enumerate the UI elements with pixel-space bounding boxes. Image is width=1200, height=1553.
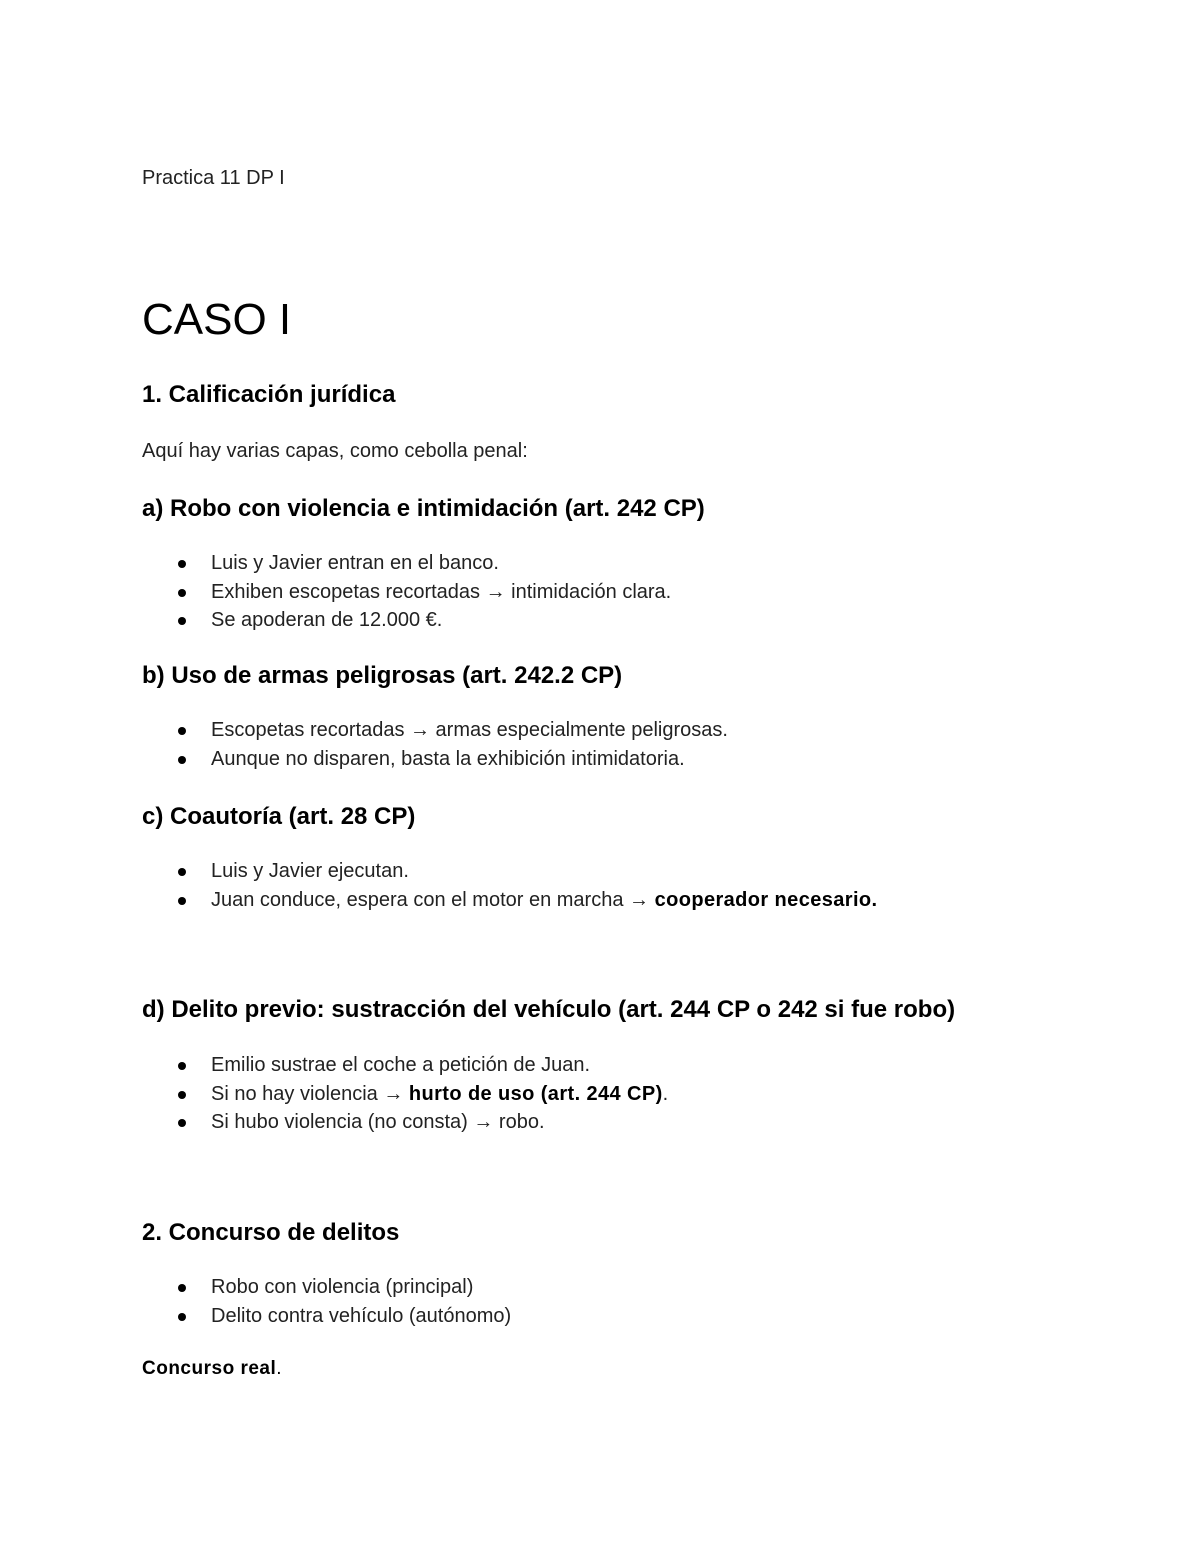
subsection-b-heading: b) Uso de armas peligrosas (art. 242.2 CP) (142, 662, 623, 689)
bullet-icon (178, 1119, 186, 1127)
subsection-d-heading: d) Delito previo: sustracción del vehículo (art. 244 CP o 242 si fue robo) (142, 996, 956, 1023)
bullet-icon (178, 727, 186, 735)
list-item: Juan conduce, espera con el motor en marcha → cooperador necesario. (142, 887, 878, 916)
bullet-icon (178, 1313, 186, 1321)
conclusion: Concurso real. (142, 1358, 283, 1379)
subsection-a-list (142, 550, 671, 636)
subsection-d-list (142, 1052, 668, 1138)
bullet-icon (178, 617, 186, 625)
case-title: CASO I (142, 295, 292, 344)
list-item: Luis y Javier ejecutan. (142, 858, 878, 887)
section1-heading: 1. Calificación jurídica (142, 381, 396, 408)
list-item: Escopetas recortadas → armas especialmente peligrosas. (142, 717, 728, 746)
list-item: Aunque no disparen, basta la exhibición intimidatoria. (142, 746, 728, 775)
document-title: Practica 11 DP I (142, 167, 285, 189)
bullet-icon (178, 868, 186, 876)
bullet-icon (178, 897, 186, 905)
bullet-icon (178, 1284, 186, 1292)
subsection-c-heading: c) Coautoría (art. 28 CP) (142, 803, 416, 830)
list-item: Delito contra vehículo (autónomo) (142, 1303, 511, 1332)
section1-intro: Aquí hay varias capas, como cebolla penal: (142, 440, 528, 462)
list-item: Robo con violencia (principal) (142, 1274, 511, 1303)
bullet-icon (178, 589, 186, 597)
bullet-icon (178, 756, 186, 764)
bullet-icon (178, 1091, 186, 1099)
subsection-a-heading: a) Robo con violencia e intimidación (art. 242 CP) (142, 495, 705, 522)
list-item: Si no hay violencia → hurto de uso (art. 244 CP). (142, 1081, 668, 1110)
list-item: Exhiben escopetas recortadas → intimidación clara. (142, 579, 671, 608)
bullet-icon (178, 1062, 186, 1070)
subsection-b-list (142, 717, 728, 774)
section2-heading: 2. Concurso de delitos (142, 1219, 400, 1246)
list-item: Se apoderan de 12.000 €. (142, 607, 671, 636)
list-item: Luis y Javier entran en el banco. (142, 550, 671, 579)
section2-list (142, 1274, 511, 1331)
bullet-icon (178, 560, 186, 568)
list-item: Emilio sustrae el coche a petición de Juan. (142, 1052, 668, 1081)
subsection-c-list (142, 858, 878, 915)
list-item: Si hubo violencia (no consta) → robo. (142, 1109, 668, 1138)
